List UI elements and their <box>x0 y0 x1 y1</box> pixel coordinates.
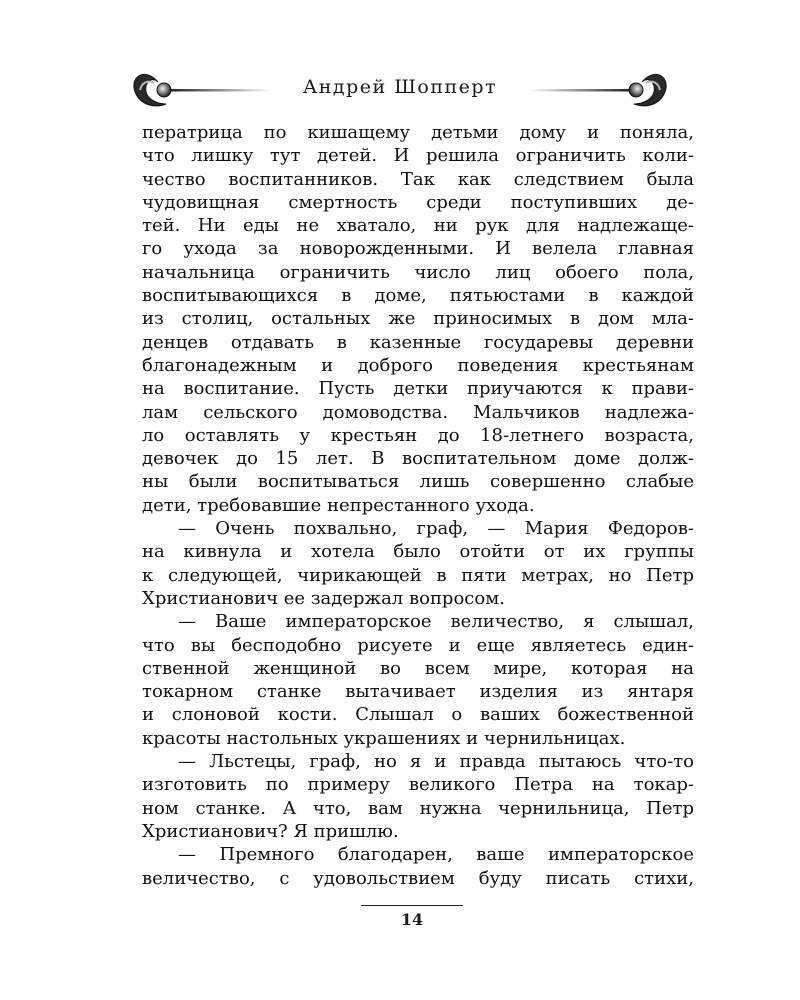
text-line: величество, с удовольствием буду писать стихи, <box>142 867 694 889</box>
running-header <box>130 62 670 118</box>
text-line: дети, требовавшие непрестанного ухода. <box>142 494 535 516</box>
text-line: го ухода за новорожденными. И велела главная <box>142 238 694 260</box>
text-line: лам сельского домоводства. Мальчиков надлежа- <box>142 401 694 423</box>
page-number: 14 <box>400 910 424 929</box>
text-line: — Очень похвально, граф, — Мария Федоров- <box>178 518 694 540</box>
text-line: — Льстецы, граф, но я и правда пытаюсь что-то <box>178 751 694 773</box>
text-line: что вы бесподобно рисуете и еще являетесь един- <box>142 634 694 656</box>
text-line: ном станке. А что, вам нужна чернильница, Петр <box>142 797 694 819</box>
text-line: ственной женщиной во всем мире, которая на <box>142 657 694 679</box>
footer-divider <box>361 905 463 906</box>
text-line: воспитывающихся в доме, пятьюстами в каждой <box>142 285 694 307</box>
author-name: Андрей Шопперт <box>302 76 498 98</box>
text-line: — Премного благодарен, ваше императорское <box>178 844 694 866</box>
text-line: красоты настольных украшениях и чернильницах. <box>142 727 626 749</box>
text-line: Христианович ее задержал вопросом. <box>142 587 505 609</box>
text-line: на воспитание. Пусть детки приучаются к прави- <box>142 378 694 400</box>
text-line: к следующей, чирикающей в пяти метрах, но Петр <box>142 564 694 586</box>
text-line: ны были воспитываться лишь совершенно слабые <box>142 471 694 493</box>
text-line: денцев отдавать в казенные государевы деревни <box>142 331 694 353</box>
text-line: тей. Ни еды не хватало, ни рук для надлежаще- <box>142 215 694 237</box>
text-line: и слоновой кости. Слышал о ваших божественной <box>142 704 694 726</box>
text-line: чудовищная смертность среди поступивших де- <box>142 191 694 213</box>
text-line: начальница ограничить число лиц обоего пола, <box>142 261 694 283</box>
text-line: ло оставлять у крестьян до 18-летнего возраста, <box>142 424 694 446</box>
text-line: — Ваше императорское величество, я слышал, <box>178 611 694 633</box>
text-line: чество воспитанников. Так как следствием была <box>142 168 694 190</box>
text-line: ператрица по кишащему детьми дому и поняла, <box>142 122 694 143</box>
page-body-text <box>142 121 694 890</box>
text-line: токарном станке вытачивает изделия из янтаря <box>142 681 694 703</box>
text-line: девочек до 15 лет. В воспитательном доме долж- <box>142 448 694 470</box>
text-line: благонадежным и доброго поведения крестьянам <box>142 354 694 376</box>
text-line: на кивнула и хотела было отойти от их группы <box>142 541 694 563</box>
ornament-icon <box>530 62 670 118</box>
text-line: что лишку тут детей. И решила ограничить коли- <box>142 145 694 167</box>
text-line: Христианович? Я пришлю. <box>142 820 399 842</box>
text-line: изготовить по примеру великого Петра на токар- <box>142 774 694 796</box>
text-line: из столиц, остальных же приносимых в дом мла- <box>142 308 694 330</box>
